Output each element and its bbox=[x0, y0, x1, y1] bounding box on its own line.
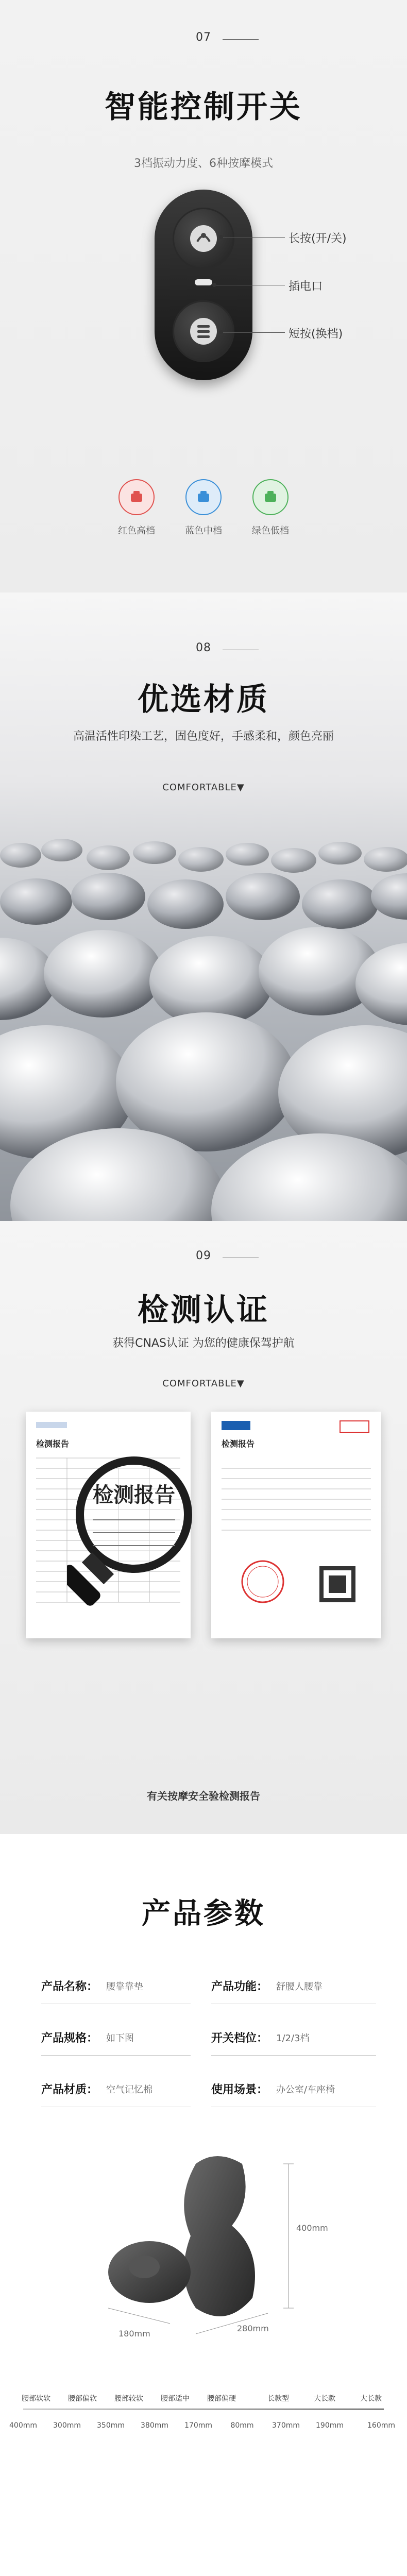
comfortable-label: COMFORTABLE▼ bbox=[162, 782, 245, 793]
firmness-label: 腰部偏硬 bbox=[207, 2395, 236, 2403]
param-key: 使用场景： bbox=[211, 2083, 268, 2096]
firmness-tick: 300mm bbox=[53, 2421, 81, 2430]
magnifier-icon bbox=[67, 1453, 201, 1618]
product-dimension-image bbox=[62, 2143, 350, 2370]
section-subtitle: 高温活性印染工艺，固色度好，手感柔和，颜色亮丽 bbox=[73, 730, 334, 743]
param-value: 舒腰人腰靠 bbox=[276, 1981, 323, 1992]
report-title: 检测报告 bbox=[222, 1439, 255, 1449]
report-stamp-image bbox=[211, 1412, 381, 1638]
comfortable-label: COMFORTABLE▼ bbox=[162, 1378, 245, 1389]
param-value: 办公室/车座椅 bbox=[276, 2084, 335, 2095]
firmness-tick: 350mm bbox=[97, 2421, 125, 2430]
param-gear bbox=[211, 2020, 376, 2056]
firmness-label: 长款型 bbox=[267, 2395, 289, 2403]
callout-dot-level bbox=[219, 330, 223, 334]
firmness-label: 腰部适中 bbox=[161, 2395, 190, 2403]
callout-line-level bbox=[223, 332, 285, 333]
param-key: 产品规格： bbox=[41, 2032, 98, 2045]
callout-dot-port bbox=[212, 283, 216, 287]
test-report-page-2 bbox=[211, 1412, 381, 1638]
section-title: 智能控制开关 bbox=[105, 89, 302, 125]
param-value: 腰靠靠垫 bbox=[106, 1981, 144, 1992]
red-light-icon bbox=[118, 479, 155, 515]
section-title: 检测认证 bbox=[138, 1292, 269, 1328]
section-number-divider bbox=[223, 39, 259, 40]
param-key: 产品名称： bbox=[41, 1980, 98, 1993]
light-blue-label: 蓝色中档 bbox=[185, 526, 222, 536]
section-subtitle: 获得CNAS认证 为您的健康保驾护航 bbox=[112, 1337, 295, 1350]
dim-width: 280mm bbox=[237, 2324, 269, 2333]
section-subtitle: 3档振动力度、6种按摩模式 bbox=[134, 157, 273, 170]
section-number: 09 bbox=[196, 1249, 211, 1262]
param-name bbox=[41, 1968, 191, 2004]
firmness-tick: 160mm bbox=[367, 2421, 395, 2430]
params-section bbox=[0, 1834, 407, 2576]
callout-port: 插电口 bbox=[289, 280, 323, 293]
control-section bbox=[0, 0, 407, 592]
firmness-label: 腰部软软 bbox=[22, 2395, 50, 2403]
param-key: 产品功能： bbox=[211, 1980, 268, 1993]
firmness-label: 大长款 bbox=[360, 2395, 382, 2403]
firmness-tick: 400mm bbox=[9, 2421, 37, 2430]
dim-depth: 180mm bbox=[118, 2329, 150, 2338]
firmness-tick: 170mm bbox=[184, 2421, 212, 2430]
fabric-texture-image bbox=[0, 835, 407, 1221]
param-function bbox=[211, 1968, 376, 2004]
callout-dot-power bbox=[219, 235, 223, 239]
green-light-icon bbox=[252, 479, 289, 515]
firmness-bar bbox=[23, 2409, 384, 2410]
firmness-tick: 370mm bbox=[272, 2421, 300, 2430]
report-title: 检测报告 bbox=[36, 1439, 70, 1449]
charging-port bbox=[195, 279, 212, 285]
light-green bbox=[242, 479, 299, 537]
param-key: 开关档位： bbox=[211, 2032, 268, 2045]
certification-section bbox=[0, 1221, 407, 1834]
section-number: 07 bbox=[196, 31, 211, 44]
firmness-tick: 80mm bbox=[230, 2421, 254, 2430]
firmness-tick: 380mm bbox=[141, 2421, 168, 2430]
light-green-label: 绿色低档 bbox=[252, 526, 289, 536]
callout-level: 短按(换档) bbox=[289, 328, 343, 341]
param-value: 如下图 bbox=[106, 2032, 134, 2044]
callout-power: 长按(开/关) bbox=[289, 232, 347, 245]
dim-height: 400mm bbox=[296, 2223, 328, 2233]
callout-line-power bbox=[223, 237, 285, 238]
param-spec bbox=[41, 2020, 191, 2056]
firmness-label: 腰部偏软 bbox=[68, 2395, 97, 2403]
param-scene bbox=[211, 2071, 376, 2107]
section-title: 优选材质 bbox=[138, 682, 269, 718]
magnified-report-title: 检测报告 bbox=[93, 1483, 175, 1507]
massage-mode-icon bbox=[188, 223, 219, 254]
firmness-tick: 190mm bbox=[316, 2421, 344, 2430]
material-section bbox=[0, 592, 407, 1221]
level-switch-icon bbox=[188, 316, 219, 347]
param-material bbox=[41, 2071, 191, 2107]
light-red bbox=[108, 479, 165, 537]
light-red-label: 红色高档 bbox=[118, 526, 155, 536]
level-button bbox=[173, 300, 234, 362]
firmness-label: 腰部较软 bbox=[114, 2395, 143, 2403]
firmness-label: 大长款 bbox=[314, 2395, 335, 2403]
section-number: 08 bbox=[196, 641, 211, 654]
param-key: 产品材质： bbox=[41, 2083, 98, 2096]
param-value: 空气记忆棉 bbox=[106, 2084, 153, 2095]
blue-light-icon bbox=[185, 479, 222, 515]
light-blue bbox=[175, 479, 232, 537]
param-value: 1/2/3档 bbox=[276, 2032, 310, 2044]
power-button bbox=[173, 208, 234, 269]
cert-caption: 有关按摩安全验检测报告 bbox=[147, 1790, 260, 1802]
params-title: 产品参数 bbox=[142, 1897, 265, 1930]
